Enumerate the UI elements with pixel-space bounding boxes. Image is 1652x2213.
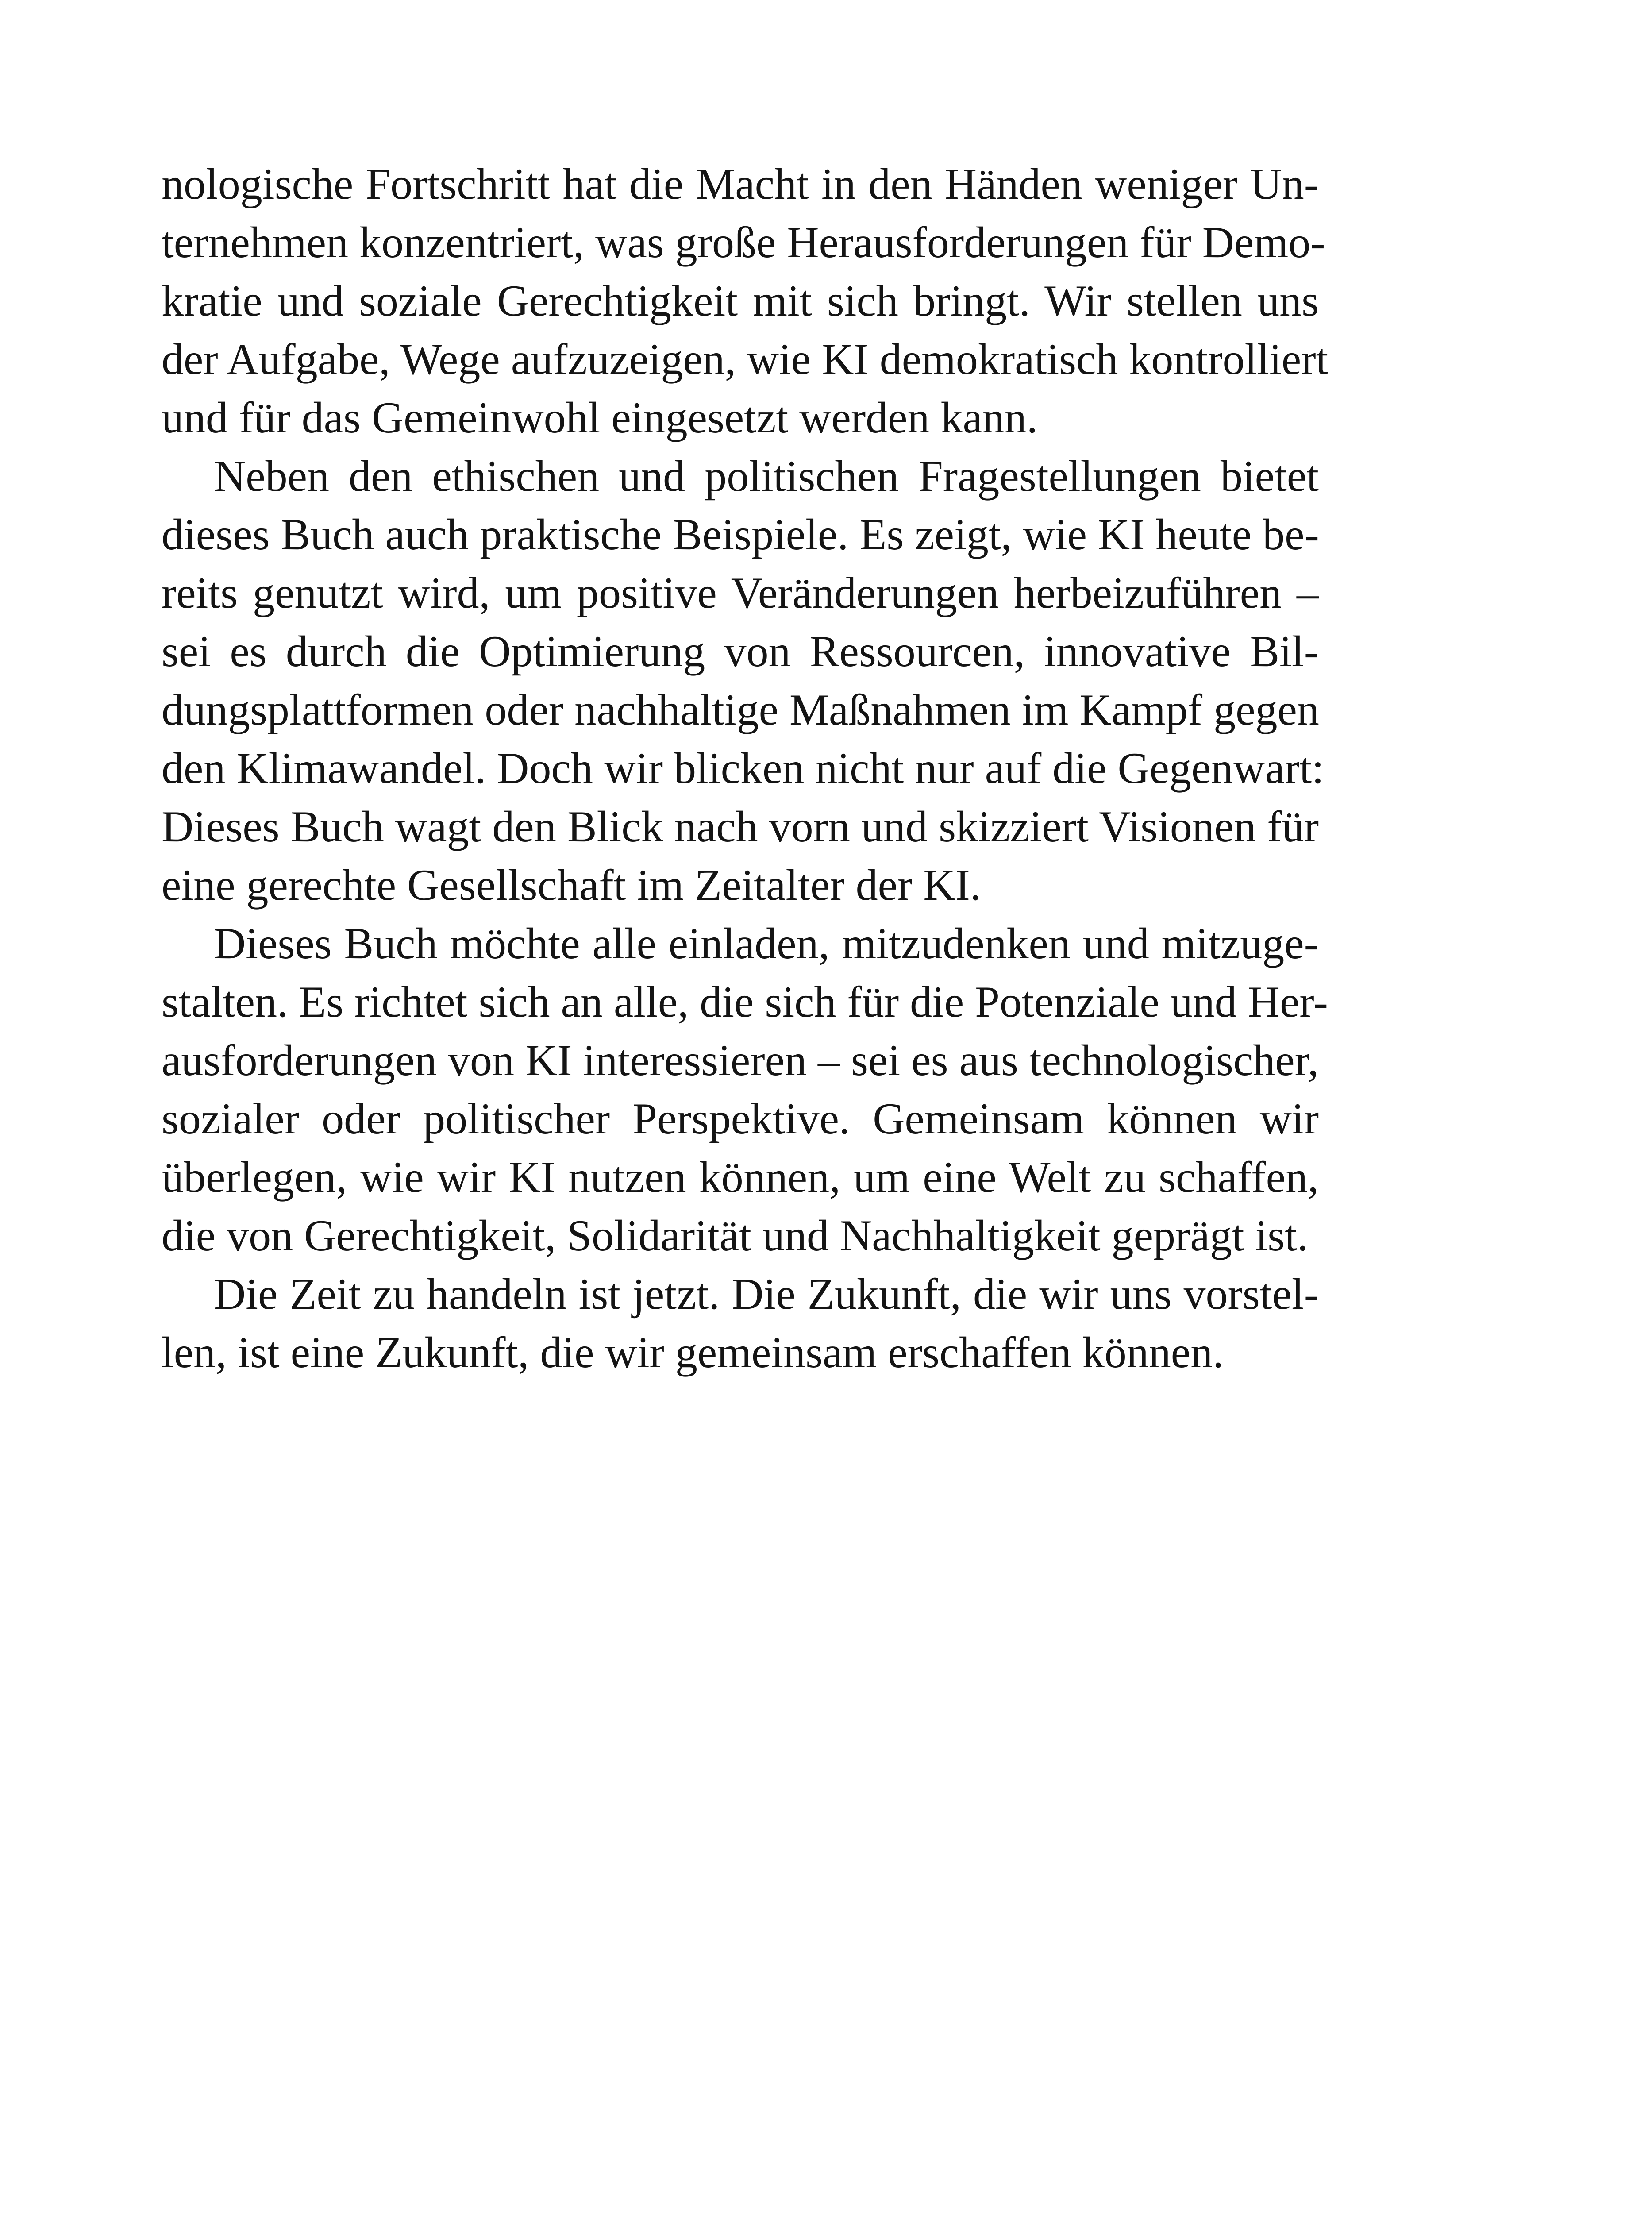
text-line: dungsplattformen oder nachhaltige Maßnahmen im Kampf gegen (162, 685, 1319, 734)
text-line: Die Zeit zu handeln ist jetzt. Die Zukunft, die wir uns vorstel- (214, 1269, 1319, 1319)
text-line: überlegen, wie wir KI nutzen können, um eine Welt zu schaffen, (162, 1153, 1319, 1202)
text-line: Dieses Buch möchte alle einladen, mitzudenken und mitzuge- (214, 919, 1319, 968)
text-line: sozialer oder politischer Perspektive. Gemeinsam können wir (162, 1094, 1319, 1143)
text-line: Neben den ethischen und politischen Fragestellungen bietet (214, 451, 1319, 501)
paragraph (162, 447, 1324, 914)
text-line: den Klimawandel. Doch wir blicken nicht nur auf die Gegenwart: (162, 744, 1324, 793)
body-text (162, 155, 1329, 1382)
paragraph (162, 914, 1328, 1265)
text-line: ternehmen konzentriert, was große Herausforderungen für Demo- (162, 218, 1325, 267)
text-line: eine gerechte Gesellschaft im Zeitalter der KI. (162, 860, 981, 910)
text-line: sei es durch die Optimierung von Ressourcen, innovative Bil- (162, 627, 1319, 676)
text-line: die von Gerechtigkeit, Solidarität und Nachhaltigkeit geprägt ist. (162, 1211, 1308, 1260)
paragraph (162, 155, 1329, 447)
text-line: kratie und soziale Gerechtigkeit mit sich bringt. Wir stellen uns (162, 276, 1319, 325)
text-line: len, ist eine Zukunft, die wir gemeinsam erschaffen können. (162, 1328, 1224, 1377)
paragraph (162, 1265, 1319, 1382)
text-line: Dieses Buch wagt den Blick nach vorn und skizziert Visionen für (162, 802, 1319, 851)
text-line: reits genutzt wird, um positive Veränderungen herbeizuführen – (162, 568, 1319, 617)
text-line: nologische Fortschritt hat die Macht in den Händen weniger Un- (162, 159, 1319, 208)
text-line: dieses Buch auch praktische Beispiele. Es zeigt, wie KI heute be- (162, 510, 1319, 559)
text-line: und für das Gemeinwohl eingesetzt werden kann. (162, 393, 1038, 442)
text-line: stalten. Es richtet sich an alle, die sich für die Potenziale und Her- (162, 977, 1328, 1026)
text-line: der Aufgabe, Wege aufzuzeigen, wie KI demokratisch kontrolliert (162, 335, 1329, 384)
text-line: ausforderungen von KI interessieren – sei es aus technologischer, (162, 1036, 1319, 1085)
